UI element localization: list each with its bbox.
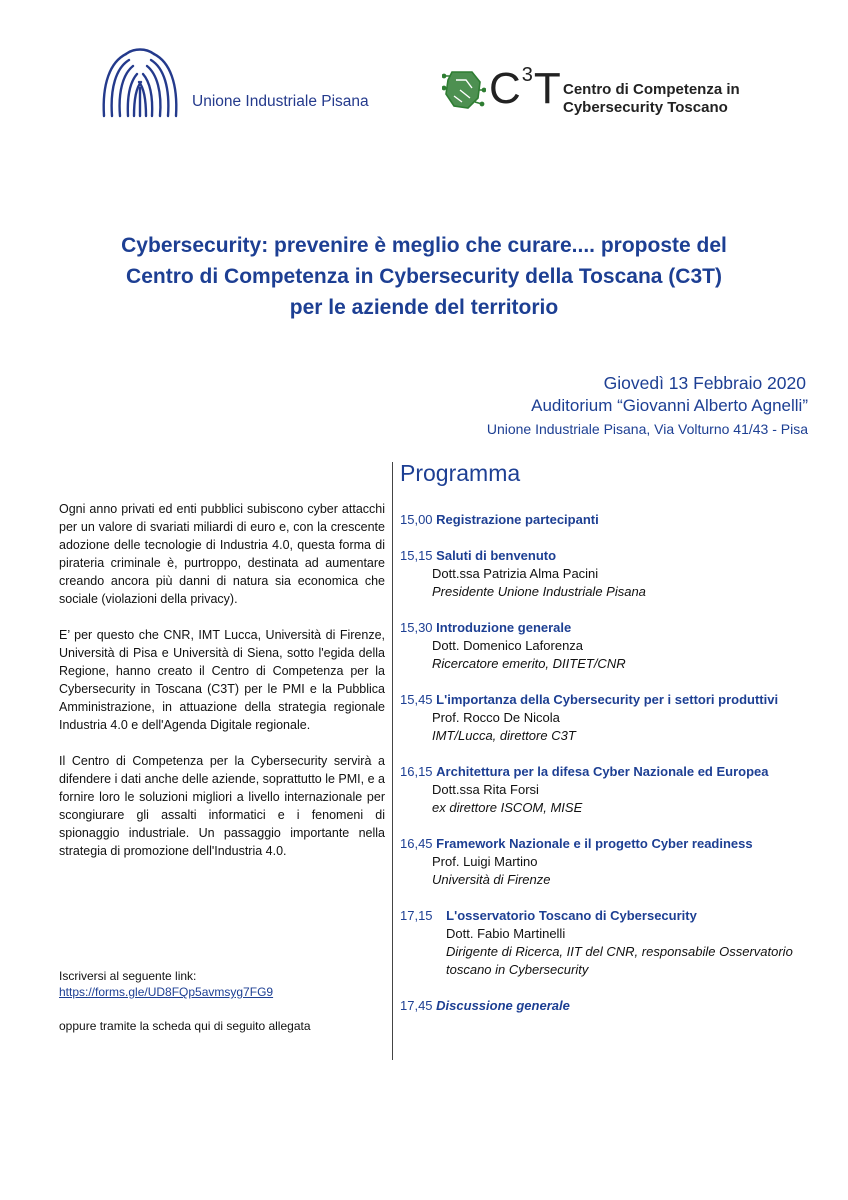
intro-paragraph-1: Ogni anno privati ed enti pubblici subiscono cyber attacchi per un valore di svariati miliardi di euro e, con la crescente adozione delle tecnologie di Industria 4.0, questa forma di pirateria criminale è, purtroppo, destinata ad aumentare creando ancora più danni di natura sia economica che sociale (violazioni della privacy). [59,502,385,606]
intro-paragraph-3: Il Centro di Competenza per la Cybersecurity servirà a difendere i dati anche delle aziende, soprattutto le PMI, e a fornire loro le soluzioni migliori a livello internazionale per scongiurare gli assalti informatici e i fenomeni di spionaggio industriale. Un passaggio importante nella strategia di promozione dell'Industria 4.0. [59,754,385,858]
event-date: Giovedì 13 Febbraio 2020 [603,373,806,393]
item-time: 17,15 [400,908,433,923]
item-time: 15,45 [400,692,433,707]
item-title: Framework Nazionale e il progetto Cyber readiness [436,836,753,851]
item-speaker: Dott. Fabio Martinelli [446,926,566,941]
item-time: 15,30 [400,620,433,635]
item-role-continued: toscano in Cybersecurity [446,962,589,977]
item-speaker: Dott. Domenico Laforenza [432,638,584,653]
event-title [24,230,824,323]
programma-list [400,511,820,1033]
programma-item [400,997,820,1015]
item-role: Presidente Unione Industriale Pisana [432,584,646,599]
item-speaker: Dott.ssa Patrizia Alma Pacini [432,566,599,581]
item-time: 15,15 [400,548,433,563]
programma-item [400,547,820,601]
uip-logo [96,44,396,124]
intro-text [59,500,385,878]
item-time: 16,15 [400,764,433,779]
item-role: IMT/Lucca, direttore C3T [432,728,576,743]
programma-item [400,763,820,817]
item-role: ex direttore ISCOM, MISE [432,800,583,815]
registration-alt: oppure tramite la scheda qui di seguito allegata [59,1019,311,1033]
registration-link[interactable]: https://forms.gle/UD8FQp5avmsyg7FG9 [59,985,274,999]
c3t-name: Centro di Competenza in Cybersecurity Toscano [563,81,740,116]
tuscany-circuit-icon [442,68,486,112]
item-speaker: Prof. Rocco De Nicola [432,710,560,725]
column-divider [392,462,393,1060]
programma-item [400,619,820,673]
title-line-2: Centro di Competenza in Cybersecurity della Toscana (C3T) [126,265,722,288]
title-line-3: per le aziende del territorio [289,296,559,319]
item-role: Università di Firenze [432,872,551,887]
item-title: Introduzione generale [436,620,572,635]
uip-logo-text: Unione Industriale Pisana [192,93,369,110]
item-speaker: Prof. Luigi Martino [432,854,538,869]
intro-paragraph-2: E’ per questo che CNR, IMT Lucca, Università di Firenze, Università di Pisa e Università di Siena, sotto l'egida della Regione, hanno creato il Centro di Competenza per la Cybersecurity in Toscana (C3T) per le PMI e la Pubblica Amministrazione, in attuazione della strategia regionale Industria 4.0 e dell'Agenda Digitale regionale. [59,628,385,732]
programma-heading: Programma [400,460,521,486]
registration-label: Iscriversi al seguente link: [59,969,197,983]
item-time: 15,00 [400,512,433,527]
registration [59,968,385,1034]
title-line-1: Cybersecurity: prevenire è meglio che curare.... proposte del [121,234,727,257]
item-title: Architettura per la difesa Cyber Nazionale ed Europea [436,764,769,779]
programma-item [400,835,820,889]
item-title: L'osservatorio Toscano di Cybersecurity [446,908,697,923]
event-venue: Auditorium “Giovanni Alberto Agnelli” [531,396,808,415]
event-info [487,372,808,440]
item-title: Discussione generale [436,998,570,1013]
item-time: 16,45 [400,836,433,851]
programma-item [400,511,820,529]
item-title: L'importanza della Cybersecurity per i settori produttivi [436,692,779,707]
programma-item [400,907,820,979]
item-role: Dirigente di Ricerca, IIT del CNR, responsabile Osservatorio [446,944,793,959]
item-time: 17,45 [400,998,433,1013]
c3t-mark: $C^3T$ [489,64,562,113]
programma-item [400,691,820,745]
item-title: Saluti di benvenuto [436,548,557,563]
item-speaker: Dott.ssa Rita Forsi [432,782,539,797]
item-title: Registrazione partecipanti [436,512,599,527]
item-role: Ricercatore emerito, DIITET/CNR [432,656,626,671]
c3t-logo [442,64,762,128]
uip-eagle-icon [96,44,186,124]
event-address: Unione Industriale Pisana, Via Volturno 41/43 - Pisa [486,421,808,437]
